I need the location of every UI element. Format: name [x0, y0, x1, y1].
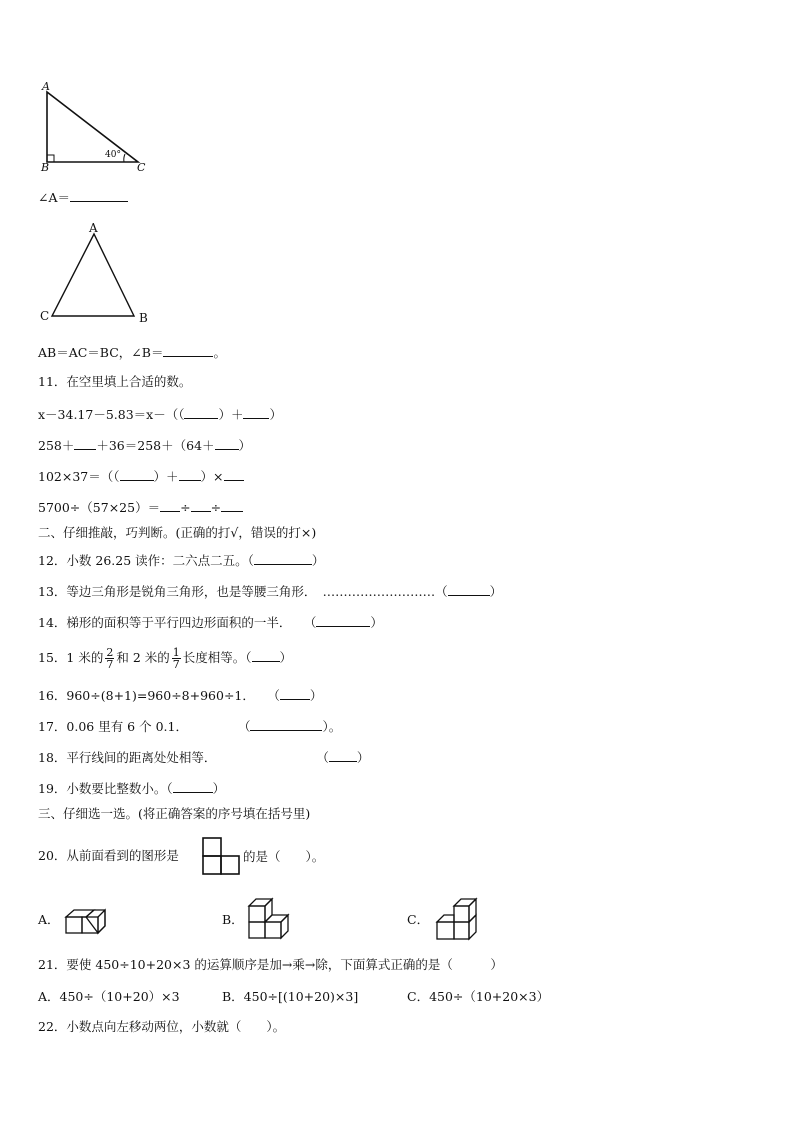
vertex-c-label: C [137, 161, 146, 174]
answer-blank[interactable] [243, 405, 269, 419]
q11-line-4: 5700÷（57×25）＝ ÷ ÷ [38, 498, 243, 517]
vertex-b-label: B [139, 311, 148, 325]
vertex-a-label: A [42, 80, 50, 93]
q21-option-c[interactable]: C．450÷（10+20×3） [407, 989, 550, 1004]
fraction-one-seventh: $\frac{1}{7}$ [172, 646, 180, 671]
option-c-cubes [0, 0, 1, 1]
q11-title: 11．在空里填上合适的数。 [38, 374, 192, 389]
answer-blank[interactable] [215, 436, 239, 450]
answer-blank[interactable] [70, 188, 128, 202]
judge-q15: 15．1 米的 $\frac{2}{7}$ 和 2 米的 $\frac{1}{7}$ 长度相等。（ ） [38, 646, 293, 671]
q20-option-c[interactable]: C． [407, 912, 430, 927]
judge-q17: 17．0.06 里有 6 个 0.1． （ ）。 [38, 719, 342, 734]
answer-blank[interactable] [179, 467, 201, 481]
judge-q13: 13．等边三角形是锐角三角形，也是等腰三角形． ………………………（ ） [38, 584, 503, 599]
q20-option-b[interactable]: B． [222, 912, 244, 927]
judge-q16: 16．960÷(8+1)=960÷8+960÷1． （ ） [38, 688, 323, 703]
answer-blank[interactable] [163, 343, 213, 357]
angle-label: 40° [105, 150, 121, 160]
answer-blank[interactable] [74, 436, 96, 450]
answer-blank[interactable] [191, 498, 211, 512]
answer-blank[interactable] [280, 686, 310, 700]
answer-blank[interactable] [120, 467, 154, 481]
q20-prompt-end: 的是（ ）。 [243, 849, 325, 864]
q21-prompt: 21．要使 450÷10+20×3 的运算顺序是加→乘→除，下面算式正确的是（ ） [38, 957, 503, 972]
q21-option-a[interactable]: A．450÷（10+20）×3 [38, 989, 180, 1004]
q11-line-1: x－34.17－5.83＝x－（（ ）＋ ） [38, 407, 282, 422]
q11-line-3: 102×37＝（（ ）＋ ）× [38, 467, 244, 486]
angle-a-question: ∠A＝ [38, 188, 128, 207]
judge-q12: 12．小数 26.25 读作：二六点二五。（ ） [38, 553, 325, 568]
judge-q18: 18．平行线间的距离处处相等． （ ） [38, 750, 370, 765]
answer-blank[interactable] [250, 717, 322, 731]
vertex-c-label: C [40, 309, 50, 323]
q20-option-a[interactable]: A． [38, 912, 60, 927]
q22-prompt: 22．小数点向左移动两位，小数就（ ）。 [38, 1019, 286, 1034]
answer-blank[interactable] [448, 582, 490, 596]
answer-blank[interactable] [316, 613, 370, 627]
answer-blank[interactable] [254, 551, 312, 565]
answer-blank[interactable] [173, 779, 213, 793]
angle-b-question: AB＝AC＝BC，∠B＝ 。 [38, 345, 226, 360]
answer-blank[interactable] [221, 498, 243, 512]
answer-blank[interactable] [184, 405, 218, 419]
judge-q19: 19．小数要比整数小。（ ） [38, 781, 226, 796]
q20-prompt-start: 20．从前面看到的图形是 [38, 848, 179, 863]
answer-blank[interactable] [224, 467, 244, 481]
vertex-a-label: A [89, 221, 98, 235]
answer-blank[interactable] [160, 498, 180, 512]
vertex-b-label: B [41, 161, 50, 174]
section-2-heading: 二、仔细推敲，巧判断。(正确的打√，错误的打×) [38, 525, 317, 540]
answer-blank[interactable] [252, 648, 280, 662]
q21-option-b[interactable]: B．450÷[(10+20)×3] [222, 989, 359, 1004]
judge-q14: 14．梯形的面积等于平行四边形面积的一半． （ ） [38, 615, 383, 630]
q11-line-2: 258＋ ＋36＝258＋（64＋ ） [38, 438, 252, 453]
section-3-heading: 三、仔细选一选。(将正确答案的序号填在括号里) [38, 806, 311, 821]
fraction-two-sevenths: $\frac{2}{7}$ [106, 646, 114, 671]
answer-blank[interactable] [329, 748, 357, 762]
